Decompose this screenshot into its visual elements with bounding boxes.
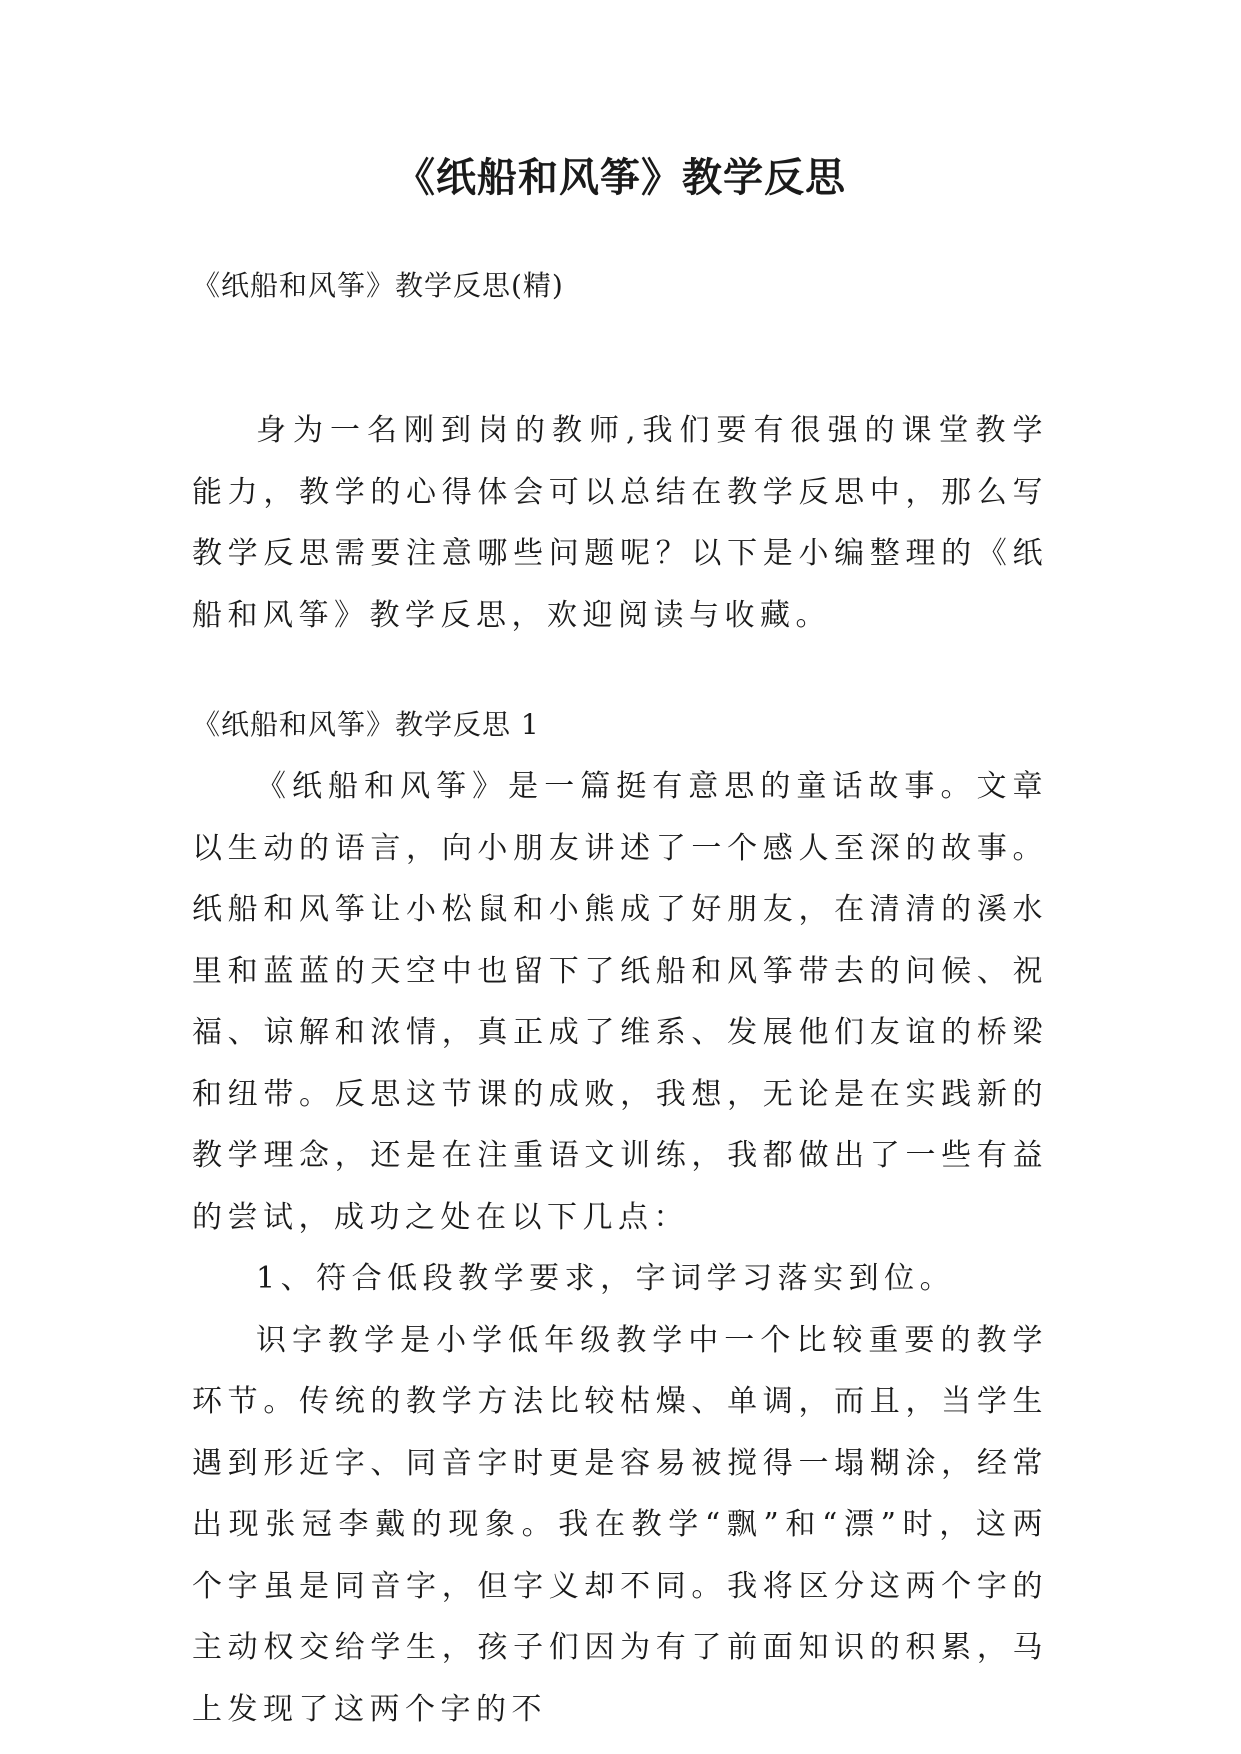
intro-block [192,400,1048,646]
section-heading: 《纸船和风筝》教学反思 1 [192,708,540,741]
document-title: 《纸船和风筝》教学反思 [395,154,846,201]
body-paragraph: 1、符合低段教学要求，字词学习落实到位。 [256,1261,956,1296]
intro-paragraph: 身为一名刚到岗的教师,我们要有很强的课堂教学能力，教学的心得体会可以总结在教学反思中，那么写教学反思需要注意哪些问题呢？以下是小编整理的《纸船和风筝》教学反思，欢迎阅读与收藏。 [192,413,1048,633]
body-paragraph: 识字教学是小学低年级教学中一个比较重要的教学环节。传统的教学方法比较枯燥、单调，而且，当学生遇到形近字、同音字时更是容易被搅得一塌糊涂，经常出现张冠李戴的现象。我在教学“飘”和“漂”时，这两个字虽是同音字，但字义却不同。我将区分这两个字的主动权交给学生，孩子们因为有了前面知识的积累，马上发现了这两个字的不 [192,1322,1048,1727]
document-subtitle: 《纸船和风筝》教学反思(精) [192,269,564,302]
body-paragraph: 《纸船和风筝》是一篇挺有意思的童话故事。文章以生动的语言，向小朋友讲述了一个感人至深的故事。纸船和风筝让小松鼠和小熊成了好朋友，在清清的溪水里和蓝蓝的天空中也留下了纸船和风筝带去的问候、祝福、谅解和浓情，真正成了维系、发展他们友谊的桥梁和纽带。反思这节课的成败，我想，无论是在实践新的教学理念，还是在注重语文训练，我都做出了一些有益的尝试，成功之处在以下几点： [192,769,1048,1235]
section-body [192,756,1048,1740]
